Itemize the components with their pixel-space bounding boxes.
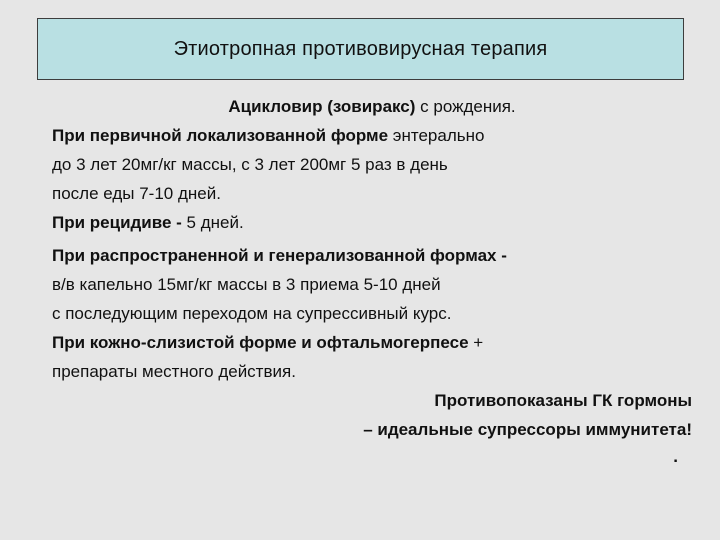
text-bold: При кожно-слизистой форме и офтальмогерпесе: [52, 333, 469, 352]
slide-title: Этиотропная противовирусная терапия: [173, 37, 548, 60]
text-bold: При рецидиве -: [52, 213, 182, 232]
text-line-6: [52, 241, 692, 270]
text-line-5: [52, 208, 692, 237]
text-bold: При первичной локализованной форме: [52, 126, 389, 145]
text-normal: в/в капельно 15мг/кг массы в 3 приема 5-10 дней: [52, 275, 441, 294]
text-line-7: [52, 270, 692, 299]
text-normal: до 3 лет 20мг/кг массы, с 3 лет 200мг 5 раз в день: [52, 155, 448, 174]
text-normal: препараты местного действия.: [52, 362, 296, 381]
text-normal: +: [468, 333, 484, 352]
text-bold: – идеальные супрессоры иммунитета!: [363, 420, 692, 439]
text-line-4: [52, 179, 692, 208]
text-line-8: [52, 299, 692, 328]
slide-body: [52, 92, 692, 470]
text-normal: с последующим переходом на супрессивный курс.: [52, 304, 452, 323]
text-line-1: [52, 92, 692, 121]
text-line-11: [52, 386, 692, 415]
text-line-9: [52, 328, 692, 357]
text-line-10: [52, 357, 692, 386]
text-normal: энтерально: [388, 126, 485, 145]
slide-title-box: [37, 18, 684, 80]
text-bold: При распространенной и генерализованной формах -: [52, 246, 507, 265]
text-line-13: [52, 444, 692, 470]
text-normal: 5 дней.: [181, 213, 244, 232]
text-normal: после еды 7-10 дней.: [52, 184, 221, 203]
text-line-2: [52, 121, 692, 150]
text-bold: Противопоказаны ГК гормоны: [434, 391, 692, 410]
text-bold: .: [673, 447, 678, 466]
text-bold: Ацикловир (зовиракс): [228, 97, 416, 116]
text-line-12: [52, 415, 692, 444]
text-normal: с рождения.: [415, 97, 516, 116]
text-line-3: [52, 150, 692, 179]
